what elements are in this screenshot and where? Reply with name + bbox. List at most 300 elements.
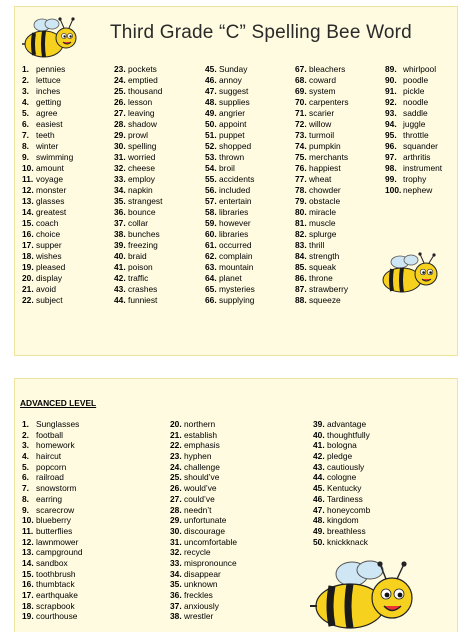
word-row (170, 526, 310, 537)
word-row (22, 119, 112, 130)
word-row (170, 558, 310, 569)
word-number: 1. (22, 419, 29, 429)
word-text: anxiously (184, 600, 219, 611)
word-row (205, 295, 293, 306)
word-row (170, 515, 310, 526)
word-number: 16. (22, 229, 34, 239)
word-text: snowstorm (36, 483, 77, 494)
word-text: haircut (36, 451, 62, 462)
word-number: 100. (385, 185, 402, 195)
word-number: 52. (205, 141, 217, 151)
word-number: 30. (170, 525, 182, 536)
word-row (205, 141, 293, 152)
word-text: unknown (184, 579, 218, 590)
word-text: advantage (327, 419, 367, 429)
word-text: getting (36, 97, 62, 107)
word-number: 25. (114, 86, 126, 96)
word-text: unfortunate (184, 515, 227, 526)
word-number: 40. (313, 429, 325, 440)
word-row (22, 537, 162, 548)
word-text: pumpkin (309, 141, 341, 151)
word-number: 39. (313, 419, 325, 429)
word-number: 12. (22, 536, 34, 547)
word-row (295, 262, 383, 273)
word-row (22, 295, 112, 306)
word-number: 6. (22, 119, 29, 129)
word-number: 5. (22, 108, 29, 118)
word-text: knickknack (327, 536, 368, 547)
word-text: Tardiness (327, 493, 363, 504)
word-number: 37. (114, 218, 126, 228)
word-row (313, 472, 453, 483)
word-row (170, 601, 310, 612)
word-text: agree (36, 108, 58, 118)
word-text: would’ve (184, 483, 217, 494)
word-column-4 (295, 64, 383, 306)
word-row (295, 251, 383, 262)
word-number: 77. (295, 174, 307, 184)
word-text: scrapbook (36, 600, 75, 611)
word-text: hyphen (184, 451, 212, 462)
word-text: Kentucky (327, 483, 362, 494)
word-text: spelling (128, 141, 157, 151)
word-row (114, 262, 202, 273)
word-text: wishes (36, 251, 62, 261)
word-row (22, 430, 162, 441)
word-text: discourage (184, 525, 225, 536)
word-text: pockets (128, 64, 157, 74)
word-number: 42. (313, 451, 325, 462)
word-text: wheat (309, 174, 332, 184)
word-number: 75. (295, 152, 307, 162)
word-text: thousand (128, 86, 163, 96)
word-number: 32. (114, 163, 126, 173)
word-row (205, 108, 293, 119)
word-number: 9. (22, 504, 29, 515)
word-number: 46. (313, 493, 325, 504)
word-number: 91. (385, 86, 397, 96)
word-row (295, 163, 383, 174)
word-text: whirlpool (403, 64, 437, 74)
word-text: shopped (219, 141, 252, 151)
word-row (114, 284, 202, 295)
word-number: 87. (295, 284, 307, 294)
word-number: 63. (205, 262, 217, 272)
word-number: 33. (170, 557, 182, 568)
word-row (313, 537, 453, 548)
word-row (205, 196, 293, 207)
word-text: however (219, 218, 251, 228)
word-row (170, 440, 310, 451)
word-number: 85. (295, 262, 307, 272)
word-text: uncomfortable (184, 536, 238, 547)
word-number: 31. (170, 536, 182, 547)
word-row (22, 558, 162, 569)
word-number: 40. (114, 251, 126, 261)
word-row (22, 419, 162, 430)
word-number: 88. (295, 295, 307, 305)
word-number: 82. (295, 229, 307, 239)
word-number: 6. (22, 472, 29, 483)
word-number: 31. (114, 152, 126, 162)
word-number: 26. (114, 97, 126, 107)
word-row (22, 547, 162, 558)
word-number: 4. (22, 451, 29, 462)
word-text: disappear (184, 568, 221, 579)
word-text: sandbox (36, 557, 68, 568)
word-number: 89. (385, 64, 397, 74)
word-row (22, 284, 112, 295)
word-row (114, 240, 202, 251)
word-number: 38. (114, 229, 126, 239)
word-row (22, 141, 112, 152)
word-row (313, 462, 453, 473)
word-number: 29. (114, 130, 126, 140)
word-text: teeth (36, 130, 55, 140)
word-text: Sunday (219, 64, 248, 74)
word-text: employ (128, 174, 155, 184)
word-number: 11. (22, 525, 34, 536)
word-text: courthouse (36, 611, 78, 622)
word-row (295, 218, 383, 229)
word-text: supplies (219, 97, 250, 107)
word-text: coach (36, 218, 59, 228)
word-row (295, 108, 383, 119)
word-number: 99. (385, 174, 397, 184)
word-row (295, 240, 383, 251)
word-number: 90. (385, 75, 397, 85)
word-row (22, 108, 112, 119)
word-row (114, 141, 202, 152)
word-text: obstacle (309, 196, 341, 206)
word-number: 11. (22, 174, 34, 184)
word-number: 59. (205, 218, 217, 228)
word-number: 27. (114, 108, 126, 118)
word-text: planet (219, 273, 242, 283)
word-number: 17. (22, 240, 34, 250)
word-row (170, 430, 310, 441)
word-text: strawberry (309, 284, 349, 294)
word-number: 36. (170, 590, 182, 600)
word-text: greatest (36, 207, 67, 217)
word-text: suggest (219, 86, 249, 96)
word-row (170, 462, 310, 473)
word-text: thrill (309, 240, 325, 250)
word-text: toothbrush (36, 568, 76, 579)
word-row (170, 472, 310, 483)
word-text: accidents (219, 174, 255, 184)
word-text: easiest (36, 119, 63, 129)
word-row (114, 273, 202, 284)
bee-icon (300, 558, 430, 632)
word-number: 13. (22, 547, 34, 558)
word-number: 14. (22, 207, 34, 217)
word-row (205, 251, 293, 262)
word-row (114, 229, 202, 240)
word-text: coward (309, 75, 336, 85)
word-text: collar (128, 218, 149, 228)
word-text: bounce (128, 207, 156, 217)
word-text: earring (36, 493, 63, 504)
bee-icon (22, 16, 80, 62)
word-text: system (309, 86, 336, 96)
word-row (22, 207, 112, 218)
word-text: thrown (219, 152, 245, 162)
word-text: mountain (219, 262, 254, 272)
word-row (313, 440, 453, 451)
word-number: 46. (205, 75, 217, 85)
word-text: swimming (36, 152, 74, 162)
word-text: strangest (128, 196, 163, 206)
word-row (205, 75, 293, 86)
word-text: squeak (309, 262, 337, 272)
word-text: pleased (36, 262, 66, 272)
word-row (22, 569, 162, 580)
word-text: braid (128, 251, 147, 261)
word-number: 68. (295, 75, 307, 85)
word-number: 58. (205, 207, 217, 217)
word-number: 67. (295, 64, 307, 74)
word-text: merchants (309, 152, 349, 162)
word-row (205, 240, 293, 251)
word-text: scarier (309, 108, 335, 118)
word-row (313, 419, 453, 430)
word-text: bologna (327, 440, 357, 451)
word-number: 95. (385, 130, 397, 140)
word-number: 69. (295, 86, 307, 96)
word-number: 34. (114, 185, 126, 195)
word-number: 50. (313, 536, 325, 547)
word-number: 33. (114, 174, 126, 184)
word-number: 41. (114, 262, 126, 272)
word-row (22, 579, 162, 590)
word-row (205, 163, 293, 174)
word-text: lesson (128, 97, 153, 107)
word-row (22, 75, 112, 86)
word-number: 19. (22, 611, 34, 622)
word-number: 44. (114, 295, 126, 305)
word-text: noodle (403, 97, 429, 107)
word-text: angrier (219, 108, 246, 118)
word-row (114, 295, 202, 306)
word-number: 42. (114, 273, 126, 283)
word-column-5 (385, 64, 455, 196)
word-row (385, 75, 455, 86)
word-number: 71. (295, 108, 307, 118)
page-title: Third Grade “C” Spelling Bee Word (110, 22, 412, 43)
word-text: complain (219, 251, 253, 261)
word-row (170, 579, 310, 590)
word-row (385, 64, 455, 75)
word-number: 79. (295, 196, 307, 206)
word-row (114, 152, 202, 163)
word-text: display (36, 273, 63, 283)
word-row (295, 196, 383, 207)
word-row (114, 207, 202, 218)
word-number: 50. (205, 119, 217, 129)
word-number: 39. (114, 240, 126, 250)
word-row (22, 262, 112, 273)
word-text: glasses (36, 196, 65, 206)
word-row (385, 97, 455, 108)
word-row (22, 611, 162, 622)
word-text: amount (36, 163, 64, 173)
word-text: honeycomb (327, 504, 371, 515)
word-number: 4. (22, 97, 29, 107)
word-number: 19. (22, 262, 34, 272)
word-number: 3. (22, 86, 29, 96)
word-number: 66. (205, 295, 217, 305)
word-number: 43. (313, 461, 325, 472)
advanced-level-heading: ADVANCED LEVEL (20, 398, 97, 408)
word-text: bunches (128, 229, 160, 239)
word-row (295, 75, 383, 86)
word-text: funniest (128, 295, 158, 305)
word-number: 74. (295, 141, 307, 151)
word-text: lettuce (36, 75, 61, 85)
word-row (22, 462, 162, 473)
word-text: annoy (219, 75, 242, 85)
word-row (205, 152, 293, 163)
word-row (205, 185, 293, 196)
word-number: 30. (114, 141, 126, 151)
word-row (170, 483, 310, 494)
word-text: supper (36, 240, 62, 250)
word-text: throttle (403, 130, 429, 140)
word-text: choice (36, 229, 61, 239)
word-number: 45. (205, 64, 217, 74)
word-number: 28. (114, 119, 126, 129)
word-text: included (219, 185, 251, 195)
word-number: 26. (170, 483, 182, 494)
word-number: 92. (385, 97, 397, 107)
word-number: 55. (205, 174, 217, 184)
word-number: 38. (170, 611, 182, 622)
word-number: 48. (313, 515, 325, 526)
word-text: poodle (403, 75, 429, 85)
word-text: thumbtack (36, 579, 75, 590)
word-row (385, 141, 455, 152)
word-row (170, 494, 310, 505)
word-number: 16. (22, 579, 34, 590)
word-row (22, 440, 162, 451)
word-number: 84. (295, 251, 307, 261)
word-number: 83. (295, 240, 307, 250)
word-number: 47. (313, 504, 325, 515)
word-row (170, 537, 310, 548)
word-row (205, 86, 293, 97)
word-row (114, 108, 202, 119)
word-number: 64. (205, 273, 217, 283)
word-text: campground (36, 547, 83, 558)
word-row (295, 97, 383, 108)
word-number: 65. (205, 284, 217, 294)
word-row (114, 119, 202, 130)
word-text: butterflies (36, 525, 73, 536)
word-row (313, 451, 453, 462)
word-number: 76. (295, 163, 307, 173)
word-text: wrestler (184, 611, 214, 622)
word-text: cheese (128, 163, 156, 173)
word-number: 70. (295, 97, 307, 107)
word-text: nephew (403, 185, 433, 195)
word-row (205, 97, 293, 108)
word-text: railroad (36, 472, 64, 483)
word-number: 17. (22, 590, 34, 600)
word-row (385, 119, 455, 130)
word-text: recycle (184, 547, 211, 558)
word-text: napkin (128, 185, 153, 195)
word-text: appoint (219, 119, 247, 129)
word-number: 80. (295, 207, 307, 217)
word-text: carpenters (309, 97, 349, 107)
word-number: 7. (22, 130, 29, 140)
word-number: 61. (205, 240, 217, 250)
word-number: 94. (385, 119, 397, 129)
word-row (385, 86, 455, 97)
word-text: broil (219, 163, 235, 173)
word-row (385, 185, 455, 196)
word-row (295, 64, 383, 75)
word-number: 43. (114, 284, 126, 294)
word-text: could’ve (184, 493, 215, 504)
word-row (313, 430, 453, 441)
advanced-column-1 (22, 419, 162, 622)
word-text: entertain (219, 196, 252, 206)
word-row (170, 569, 310, 580)
word-text: arthritis (403, 152, 431, 162)
word-row (385, 152, 455, 163)
word-number: 7. (22, 483, 29, 494)
word-row (22, 273, 112, 284)
word-row (114, 196, 202, 207)
word-number: 21. (170, 429, 182, 440)
word-number: 15. (22, 568, 34, 579)
word-text: libraries (219, 207, 249, 217)
word-text: homework (36, 440, 75, 451)
word-number: 2. (22, 75, 29, 85)
word-row (114, 185, 202, 196)
word-number: 24. (114, 75, 126, 85)
word-text: Sunglasses (36, 419, 80, 429)
word-text: popcorn (36, 461, 67, 472)
word-number: 2. (22, 429, 29, 440)
word-row (205, 207, 293, 218)
word-row (114, 97, 202, 108)
word-number: 51. (205, 130, 217, 140)
word-row (22, 483, 162, 494)
word-text: football (36, 429, 64, 440)
advanced-column-2 (170, 419, 310, 622)
word-number: 23. (170, 451, 182, 462)
word-number: 35. (170, 579, 182, 590)
word-number: 3. (22, 440, 29, 451)
word-number: 78. (295, 185, 307, 195)
word-number: 22. (22, 295, 34, 305)
word-number: 72. (295, 119, 307, 129)
word-text: pickle (403, 86, 425, 96)
word-number: 21. (22, 284, 34, 294)
word-number: 45. (313, 483, 325, 494)
word-text: libraries (219, 229, 249, 239)
word-row (385, 108, 455, 119)
word-text: emphasis (184, 440, 220, 451)
word-text: trophy (403, 174, 427, 184)
word-row (205, 218, 293, 229)
word-row (295, 174, 383, 185)
word-row (295, 130, 383, 141)
word-text: traffic (128, 273, 149, 283)
